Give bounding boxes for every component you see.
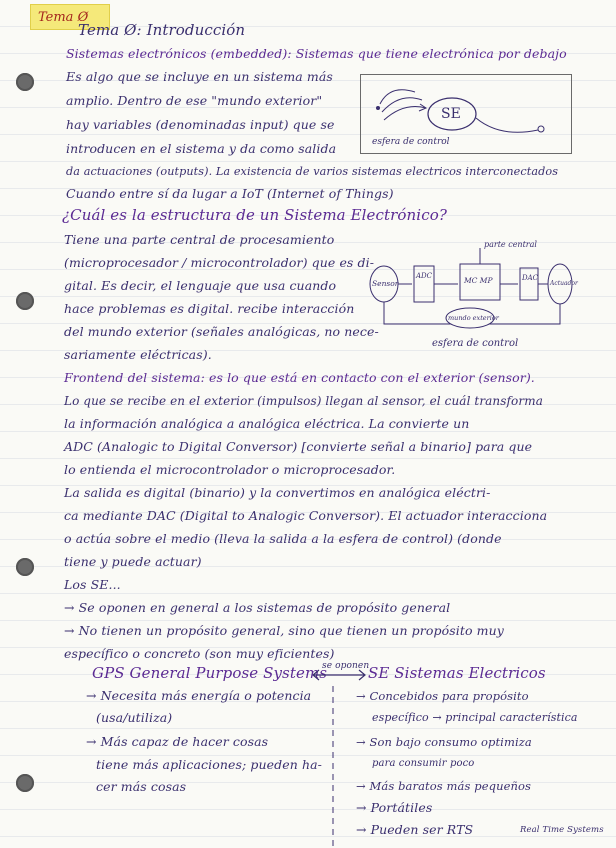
- binder-hole-2: [16, 292, 34, 310]
- text-line-17: ADC (Analogic to Digital Conversor) [convierte señal a binario] para que: [64, 439, 533, 454]
- oppose-label: se oponen: [322, 661, 370, 671]
- se-item-3: para consumir poco: [372, 758, 475, 769]
- se-item-5: → Portátiles: [356, 800, 433, 815]
- page-title: Tema Ø: Introducción: [78, 21, 246, 39]
- text-line-1: Es algo que se incluye en un sistema más: [66, 69, 333, 84]
- text-line-23: Los SE...: [64, 577, 121, 592]
- text-line-16: la información analógica a analógica eléctrica. La convierte un: [64, 416, 470, 431]
- se-item-1: específico → principal característica: [372, 711, 578, 724]
- text-line-0: Sistemas electrónicos (embedded): Sistemas que tiene electrónica por debajo: [66, 46, 567, 61]
- diagram-bottom-label: mundo exterior: [448, 314, 499, 322]
- text-line-13: sariamente eléctricas).: [64, 347, 212, 362]
- divider-line: [330, 686, 336, 846]
- text-line-25: → No tienen un propósito general, sino que tienen un propósito muy: [64, 623, 504, 638]
- text-line-18: lo entienda el microcontrolador o microprocesador.: [64, 462, 396, 477]
- text-line-21: o actúa sobre el medio (lleva la salida a la esfera de control) (donde: [64, 531, 502, 546]
- binder-hole-3: [16, 558, 34, 576]
- diagram-sensor: Sensor: [372, 279, 399, 288]
- text-line-22: tiene y puede actuar): [64, 554, 202, 569]
- diagram-adc: ADC: [416, 272, 433, 280]
- text-line-20: ca mediante DAC (Digital to Analogic Conversor). El actuador interacciona: [64, 508, 548, 523]
- text-line-9: (microprocesador / microcontrolador) que es di-: [64, 255, 375, 270]
- text-line-3: hay variables (denominadas input) que se: [66, 117, 335, 132]
- text-line-7: ¿Cuál es la estructura de un Sistema Electrónico?: [62, 206, 447, 224]
- diagram-top-label: parte central: [484, 240, 537, 249]
- text-line-24: → Se oponen en general a los sistemas de propósito general: [64, 600, 451, 615]
- binder-hole-1: [16, 73, 34, 91]
- diagram-mcu: MC MP: [464, 276, 493, 285]
- oppose-arrow-icon: [310, 668, 368, 682]
- text-line-4: introducen en el sistema y da como salida: [66, 141, 337, 156]
- gps-item-3: tiene más aplicaciones; pueden ha-: [96, 757, 323, 772]
- diagram-se-center: SE: [441, 106, 461, 122]
- text-line-2: amplio. Dentro de ese "mundo exterior": [66, 93, 323, 108]
- text-line-14: Frontend del sistema: es lo que está en contacto con el exterior (sensor).: [64, 370, 535, 385]
- se-item-6: → Pueden ser RTS: [356, 822, 474, 837]
- se-item-4: → Más baratos más pequeños: [356, 779, 532, 793]
- gps-item-2: → Más capaz de hacer cosas: [86, 734, 269, 749]
- binder-hole-4: [16, 774, 34, 792]
- se-item-0: → Concebidos para propósito: [356, 689, 529, 703]
- gps-title: GPS General Purpose Systems: [92, 664, 328, 682]
- text-line-15: Lo que se recibe en el exterior (impulsos) llegan al sensor, el cuál transforma: [64, 394, 543, 408]
- text-line-19: La salida es digital (binario) y la convertimos en analógica eléctri-: [64, 485, 491, 500]
- diagram-structure-caption: esfera de control: [432, 338, 519, 349]
- gps-item-0: → Necesita más energía o potencia: [86, 688, 312, 703]
- se-item-7: Real Time Systems: [520, 825, 604, 835]
- text-line-26: específico o concreto (son muy eficientes): [64, 646, 335, 661]
- diagram-structure-drawing: [362, 238, 580, 346]
- gps-item-1: (usa/utiliza): [96, 710, 173, 725]
- text-line-11: hace problemas es digital. recibe interacción: [64, 301, 355, 316]
- gps-item-4: cer más cosas: [96, 779, 187, 794]
- text-line-8: Tiene una parte central de procesamiento: [64, 232, 335, 247]
- diagram-se-caption: esfera de control: [372, 137, 450, 147]
- diagram-dac: DAC: [522, 274, 539, 282]
- text-line-12: del mundo exterior (señales analógicas, no nece-: [64, 324, 379, 339]
- sticky-tab-label: Tema Ø: [38, 9, 89, 25]
- text-line-6: Cuando entre sí da lugar a IoT (Internet of Things): [66, 186, 394, 201]
- text-line-10: gital. Es decir, el lenguaje que usa cuando: [64, 278, 337, 293]
- se-item-2: → Son bajo consumo optimiza: [356, 735, 532, 749]
- diagram-actuator: Actuador: [550, 280, 578, 287]
- se-title: SE Sistemas Electricos: [368, 664, 546, 682]
- text-line-5: da actuaciones (outputs). La existencia de varios sistemas electricos interconectados: [66, 165, 559, 178]
